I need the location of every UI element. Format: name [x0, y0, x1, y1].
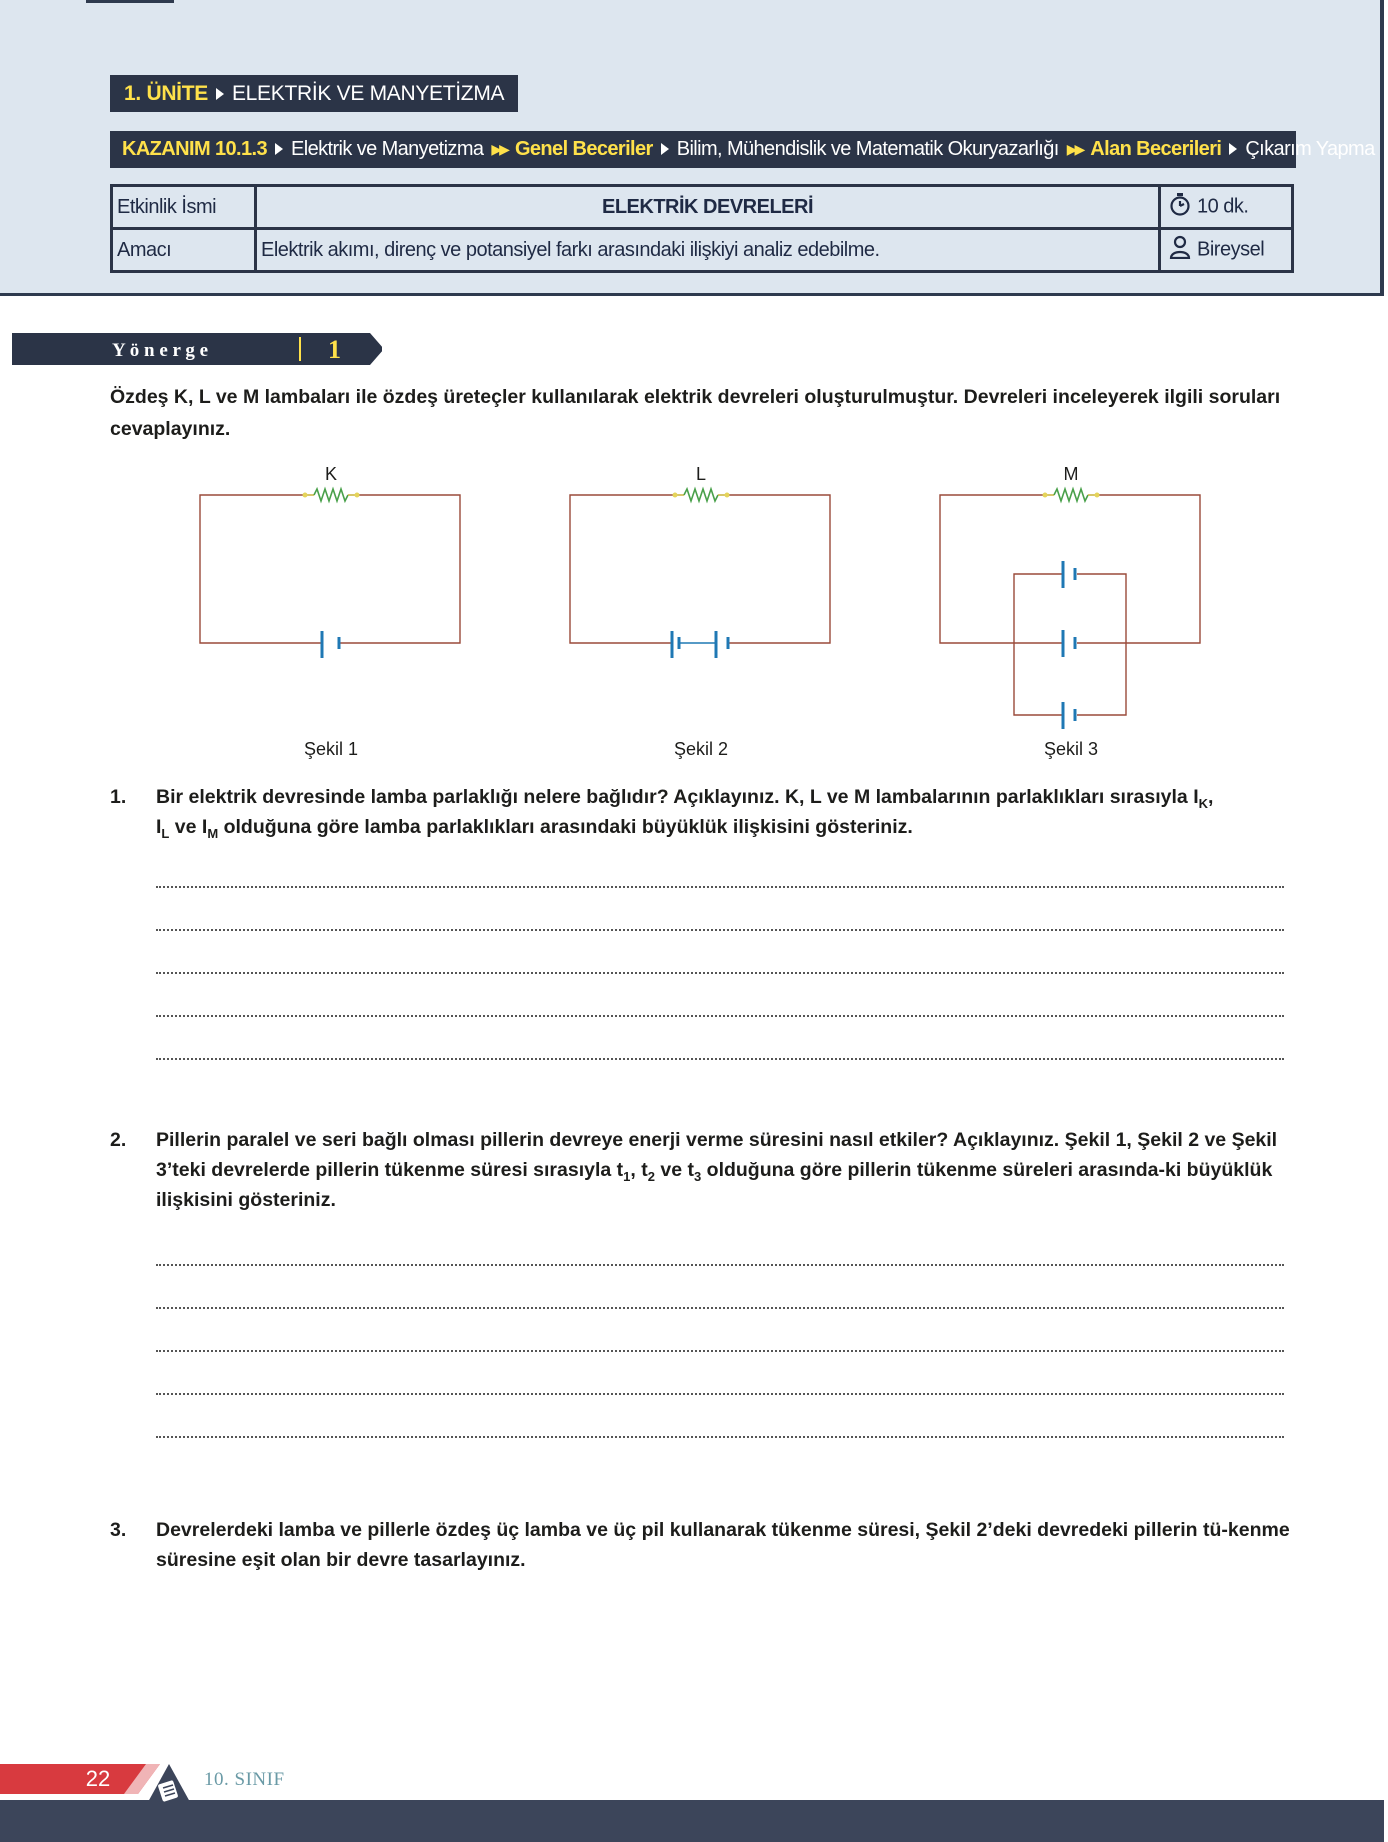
circuit-figures — [0, 455, 1388, 765]
yonerge-number: 1 — [328, 335, 341, 364]
question-number: 2. — [110, 1129, 127, 1151]
lamp-label-m: M — [1063, 464, 1079, 484]
figure-1-circuit — [200, 464, 460, 759]
figure-3-circuit — [940, 464, 1200, 759]
figure-2-caption: Şekil 2 — [673, 739, 729, 759]
figure-2-circuit — [570, 464, 830, 759]
alan-becerileri-value: Çıkarım Yapma — [1245, 138, 1375, 160]
question-text — [156, 1125, 1296, 1215]
subscript: M — [207, 825, 219, 841]
arrow-right-icon — [275, 143, 283, 155]
question-text-part: olduğuna göre lamba parlaklıkları arasındaki büyüklük ilişkisini gösteriniz. — [218, 816, 913, 838]
answer-line[interactable] — [156, 1350, 1284, 1352]
stopwatch-icon — [1169, 192, 1191, 222]
lamp-label-k: K — [324, 464, 338, 484]
question-number: 1. — [110, 786, 127, 808]
unit-bar — [110, 75, 518, 112]
kazanim-label: KAZANIM 10.1.3 — [122, 138, 267, 160]
arrow-right-icon — [661, 143, 669, 155]
answer-line[interactable] — [156, 1015, 1284, 1017]
unit-number: 1. ÜNİTE — [124, 82, 208, 105]
arrow-right-icon — [1229, 143, 1237, 155]
lamp-m-resistor-icon — [1043, 489, 1100, 501]
answer-line[interactable] — [156, 1058, 1284, 1060]
grade-label: 10. SINIF — [204, 1769, 285, 1790]
question-text: Devrelerdeki lamba ve pillerle özdeş üç lamba ve üç pil kullanarak tükenme süresi, Şekil 2’deki devredeki pillerin tü-kenme süresine eşit olan bir devre tasarlayınız. — [156, 1519, 1290, 1571]
mode-text: Bireysel — [1197, 238, 1265, 261]
genel-beceriler-label: Genel Beceriler — [514, 138, 653, 160]
answer-line[interactable] — [156, 972, 1284, 974]
activity-name-value: ELEKTRİK DEVRELERİ — [256, 186, 1160, 229]
lamp-label-l: L — [695, 464, 707, 484]
question-text-part: Pillerin paralel ve seri bağlı olması pillerin devreye enerji verme süresini nasıl etkiler? Açıklayınız. Şekil 1, Şekil 2 ve Şekil 3’teki devrelerde pillerin tükenme süresi sırasıyla t — [156, 1129, 1278, 1181]
yonerge-banner — [12, 333, 382, 365]
activity-aim-label: Amacı — [112, 229, 256, 272]
person-icon — [1169, 235, 1191, 265]
question-text-part: Bir elektrik devresinde lamba parlaklığı nelere bağlıdır? Açıklayınız. K, L ve M lambalarının parlaklıkları sırasıyla I — [156, 786, 1199, 808]
question-number: 3. — [110, 1519, 127, 1541]
kazanim-topic: Elektrik ve Manyetizma — [290, 138, 484, 160]
activity-table — [110, 184, 1294, 273]
answer-line[interactable] — [156, 1264, 1284, 1266]
answer-line[interactable] — [156, 1307, 1284, 1309]
lamp-k-resistor-icon — [303, 489, 360, 501]
question-text-part: I — [156, 816, 162, 838]
subscript: 2 — [647, 1168, 655, 1184]
book-logo-icon — [146, 1762, 192, 1812]
kazanim-bar — [110, 131, 1375, 168]
answer-line[interactable] — [156, 1393, 1284, 1395]
figure-3-caption: Şekil 3 — [1043, 739, 1099, 759]
genel-beceriler-value: Bilim, Mühendislik ve Matematik Okuryazarlığı — [676, 138, 1059, 160]
double-arrow-icon: ▶▶ — [1066, 141, 1083, 158]
mode-cell — [1160, 229, 1293, 272]
arrow-right-icon — [216, 88, 224, 100]
double-arrow-icon: ▶▶ — [491, 141, 507, 158]
page-number: 22 — [85, 1766, 111, 1791]
subscript: 1 — [623, 1168, 631, 1184]
intro-text: Özdeş K, L ve M lambaları ile özdeş üreteçler kullanılarak elektrik devreleri oluşturulmuştur. Devreleri inceleyerek ilgili soruları cevaplayınız. — [110, 386, 1281, 440]
unit-title: ELEKTRİK VE MANYETİZMA — [231, 82, 505, 105]
question-text-part: olduğuna göre pillerin tükenme süreleri arasında-ki büyüklük ilişkisini gösteriniz. — [156, 1159, 1273, 1211]
question-text-part: ve t — [654, 1159, 694, 1181]
top-tab — [86, 0, 174, 3]
figure-1-caption: Şekil 1 — [303, 739, 359, 759]
lamp-l-resistor-icon — [673, 489, 730, 501]
activity-aim-value: Elektrik akımı, direnç ve potansiyel farkı arasındaki ilişkiyi analiz edebilme. — [256, 229, 1160, 272]
alan-becerileri-label: Alan Becerileri — [1090, 138, 1222, 160]
duration-text: 10 dk. — [1197, 195, 1249, 218]
yonerge-label: Y ö n e r g e — [112, 340, 209, 361]
question-text-part: , — [1208, 786, 1214, 808]
question-text-part: ve I — [169, 816, 208, 838]
question-text — [156, 782, 1296, 842]
subscript: 3 — [694, 1168, 702, 1184]
subscript: K — [1198, 795, 1209, 811]
subscript: L — [161, 825, 170, 841]
answer-line[interactable] — [156, 1436, 1284, 1438]
activity-name-label: Etkinlik İsmi — [112, 186, 256, 229]
question-text-part: , t — [630, 1159, 648, 1181]
footer-band — [0, 1800, 1384, 1842]
answer-line[interactable] — [156, 929, 1284, 931]
answer-line[interactable] — [156, 886, 1284, 888]
duration-cell — [1160, 186, 1293, 229]
